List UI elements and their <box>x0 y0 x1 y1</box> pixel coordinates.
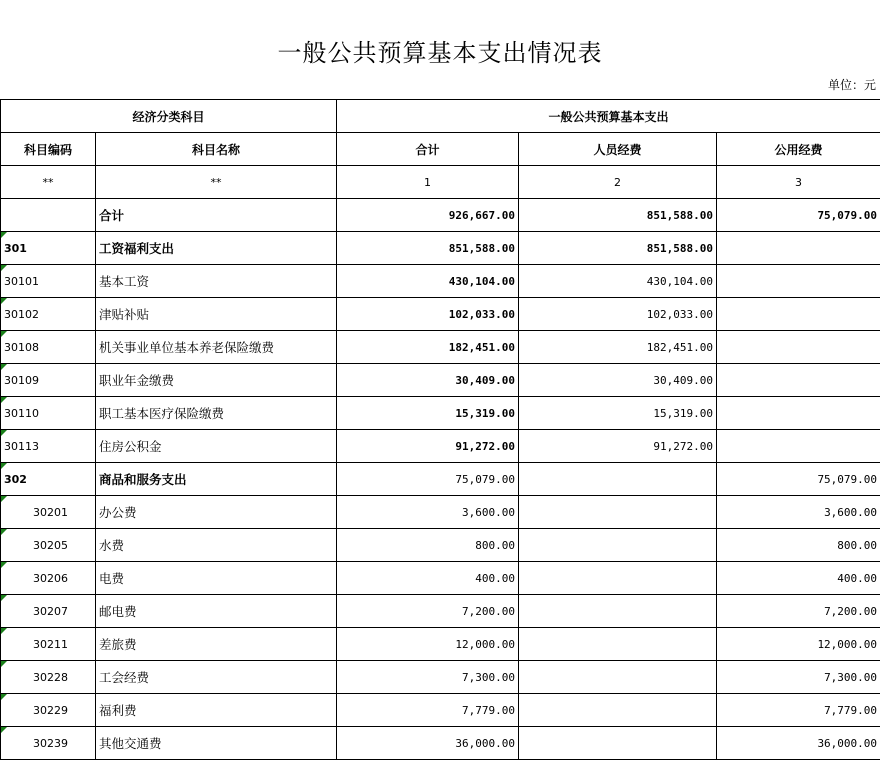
cell-personnel <box>519 496 717 529</box>
table-row <box>1 232 880 265</box>
cell-total: 75,079.00 <box>337 463 519 496</box>
cell-personnel <box>519 463 717 496</box>
cell-personnel: 851,588.00 <box>519 232 717 265</box>
index-row <box>1 166 880 199</box>
cell-public: 800.00 <box>717 529 880 562</box>
table-row <box>1 628 880 661</box>
table-row <box>1 364 880 397</box>
cell-code: 30108 <box>1 331 96 364</box>
cell-code: 30201 <box>1 496 96 529</box>
cell-name: 办公费 <box>96 496 337 529</box>
cell-personnel: 15,319.00 <box>519 397 717 430</box>
cell-code <box>1 199 96 232</box>
budget-table <box>0 99 880 760</box>
cell-public: 12,000.00 <box>717 628 880 661</box>
cell-public: 400.00 <box>717 562 880 595</box>
cell-public: 3,600.00 <box>717 496 880 529</box>
cell-personnel: 102,033.00 <box>519 298 717 331</box>
cell-public: 7,200.00 <box>717 595 880 628</box>
cell-code: 30113 <box>1 430 96 463</box>
header-row-group <box>1 100 880 133</box>
cell-total: 12,000.00 <box>337 628 519 661</box>
cell-code: 30211 <box>1 628 96 661</box>
table-row <box>1 694 880 727</box>
cell-public <box>717 298 880 331</box>
header-name: 科目名称 <box>96 133 337 166</box>
cell-public <box>717 430 880 463</box>
index-cell: 2 <box>519 166 717 199</box>
cell-public <box>717 265 880 298</box>
cell-code: 30229 <box>1 694 96 727</box>
header-total: 合计 <box>337 133 519 166</box>
cell-name: 商品和服务支出 <box>96 463 337 496</box>
cell-name: 津贴补贴 <box>96 298 337 331</box>
header-budget-group: 一般公共预算基本支出 <box>337 100 880 133</box>
cell-name: 水费 <box>96 529 337 562</box>
table-row <box>1 463 880 496</box>
cell-name: 住房公积金 <box>96 430 337 463</box>
cell-code: 30102 <box>1 298 96 331</box>
cell-code: 301 <box>1 232 96 265</box>
cell-name: 合计 <box>96 199 337 232</box>
cell-total: 851,588.00 <box>337 232 519 265</box>
cell-name: 职工基本医疗保险缴费 <box>96 397 337 430</box>
cell-total: 7,779.00 <box>337 694 519 727</box>
cell-code: 30101 <box>1 265 96 298</box>
cell-total: 7,200.00 <box>337 595 519 628</box>
table-row <box>1 562 880 595</box>
index-cell: 3 <box>717 166 880 199</box>
cell-total: 102,033.00 <box>337 298 519 331</box>
cell-name: 电费 <box>96 562 337 595</box>
cell-public <box>717 232 880 265</box>
cell-code: 30207 <box>1 595 96 628</box>
table-row <box>1 397 880 430</box>
cell-total: 3,600.00 <box>337 496 519 529</box>
cell-name: 机关事业单位基本养老保险缴费 <box>96 331 337 364</box>
cell-public: 7,779.00 <box>717 694 880 727</box>
table-row <box>1 727 880 760</box>
cell-personnel <box>519 529 717 562</box>
cell-personnel: 851,588.00 <box>519 199 717 232</box>
table-row <box>1 496 880 529</box>
cell-personnel <box>519 694 717 727</box>
cell-public: 7,300.00 <box>717 661 880 694</box>
header-public: 公用经费 <box>717 133 880 166</box>
cell-public: 75,079.00 <box>717 199 880 232</box>
cell-name: 其他交通费 <box>96 727 337 760</box>
table-row <box>1 265 880 298</box>
cell-name: 福利费 <box>96 694 337 727</box>
header-code: 科目编码 <box>1 133 96 166</box>
cell-personnel <box>519 595 717 628</box>
cell-code: 30205 <box>1 529 96 562</box>
cell-public <box>717 397 880 430</box>
cell-total: 15,319.00 <box>337 397 519 430</box>
cell-total: 926,667.00 <box>337 199 519 232</box>
cell-name: 工会经费 <box>96 661 337 694</box>
cell-public <box>717 331 880 364</box>
cell-personnel: 182,451.00 <box>519 331 717 364</box>
cell-total: 30,409.00 <box>337 364 519 397</box>
index-cell: ** <box>1 166 96 199</box>
cell-code: 30109 <box>1 364 96 397</box>
cell-personnel <box>519 661 717 694</box>
cell-personnel <box>519 628 717 661</box>
cell-public <box>717 364 880 397</box>
cell-name: 职业年金缴费 <box>96 364 337 397</box>
cell-total: 36,000.00 <box>337 727 519 760</box>
cell-total: 7,300.00 <box>337 661 519 694</box>
cell-total: 800.00 <box>337 529 519 562</box>
unit-label: 单位：元 <box>827 78 876 92</box>
cell-code: 30228 <box>1 661 96 694</box>
table-row <box>1 430 880 463</box>
cell-personnel <box>519 727 717 760</box>
index-cell: ** <box>96 166 337 199</box>
cell-public: 75,079.00 <box>717 463 880 496</box>
cell-total: 91,272.00 <box>337 430 519 463</box>
table-row <box>1 595 880 628</box>
cell-personnel: 430,104.00 <box>519 265 717 298</box>
cell-total: 182,451.00 <box>337 331 519 364</box>
table-row <box>1 529 880 562</box>
cell-personnel: 30,409.00 <box>519 364 717 397</box>
cell-code: 30206 <box>1 562 96 595</box>
table-row <box>1 661 880 694</box>
table-row <box>1 199 880 232</box>
cell-code: 30239 <box>1 727 96 760</box>
cell-code: 302 <box>1 463 96 496</box>
cell-name: 工资福利支出 <box>96 232 337 265</box>
cell-name: 邮电费 <box>96 595 337 628</box>
cell-personnel: 91,272.00 <box>519 430 717 463</box>
cell-public: 36,000.00 <box>717 727 880 760</box>
page-title: 一般公共预算基本支出情况表 <box>277 39 603 67</box>
cell-total: 430,104.00 <box>337 265 519 298</box>
cell-name: 基本工资 <box>96 265 337 298</box>
header-econ-class: 经济分类科目 <box>1 100 337 133</box>
cell-code: 30110 <box>1 397 96 430</box>
table-row <box>1 331 880 364</box>
cell-total: 400.00 <box>337 562 519 595</box>
header-row-columns <box>1 133 880 166</box>
header-personnel: 人员经费 <box>519 133 717 166</box>
table-row <box>1 298 880 331</box>
cell-name: 差旅费 <box>96 628 337 661</box>
index-cell: 1 <box>337 166 519 199</box>
cell-personnel <box>519 562 717 595</box>
